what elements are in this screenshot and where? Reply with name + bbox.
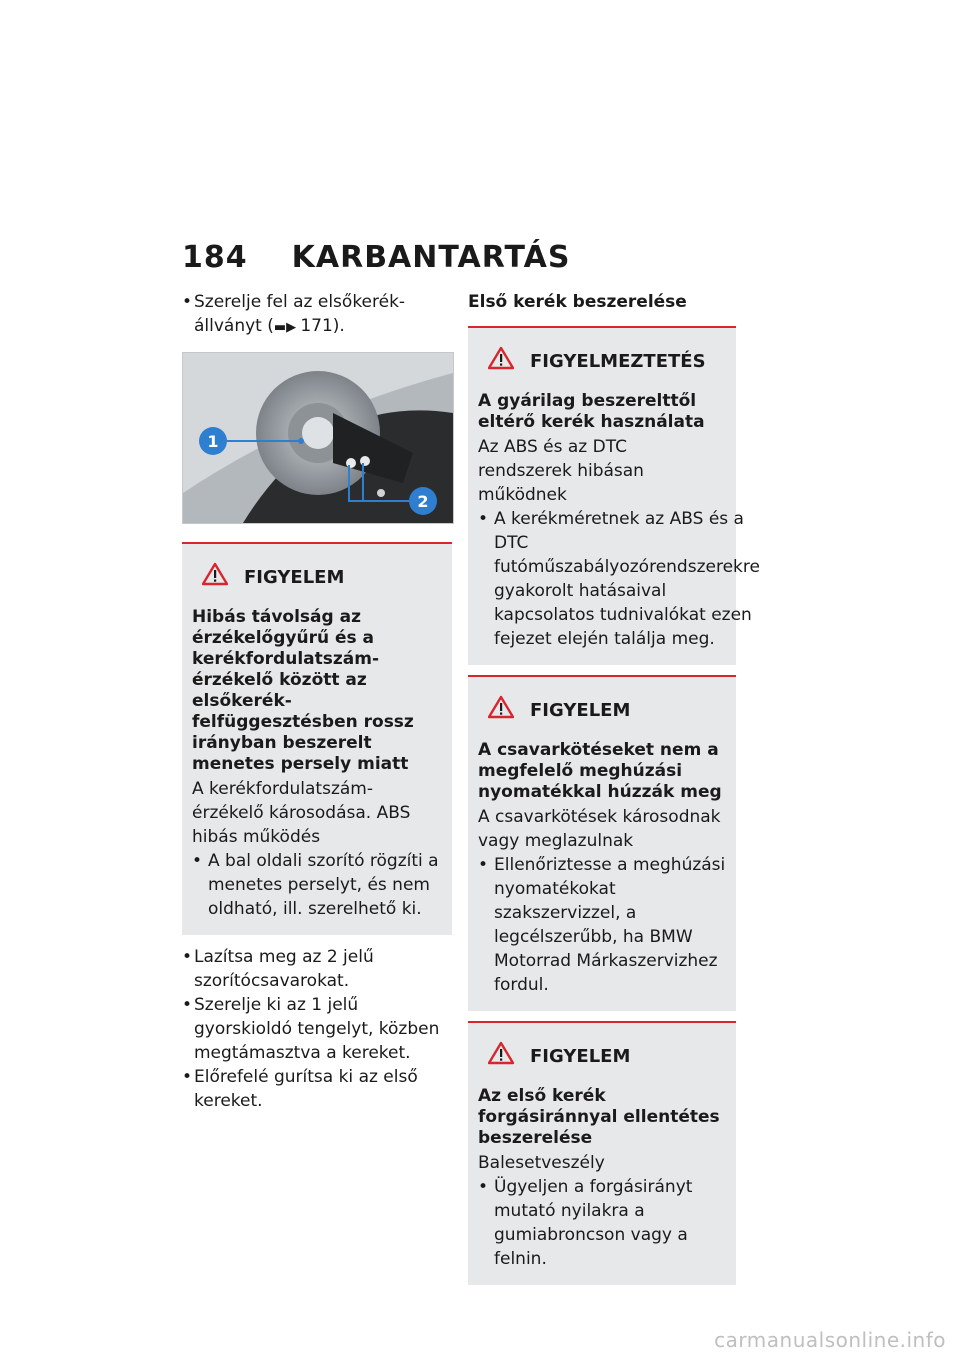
warning-title: Hibás távolság az érzékelőgyűrű és a kerékfordulatszám-érzékelő között az elsőkerék-felfüggesztésben rossz irányban beszerelt menetes persely miatt xyxy=(192,607,414,774)
bullet-icon: • xyxy=(478,509,489,529)
warning-label: FIGYELEM xyxy=(530,699,631,721)
right-column xyxy=(468,290,760,1285)
callout-1: 1 xyxy=(207,432,219,451)
warning-header xyxy=(192,562,442,593)
warning-body: A csavarkötések károsodnak vagy meglazulnak xyxy=(478,807,721,851)
step-text: Szerelje ki az 1 jelű gyorskioldó tengelyt, közben megtámasztva a kereket. xyxy=(194,995,440,1063)
bullet-icon: • xyxy=(182,995,193,1015)
arrow-ref-icon: ▬▶ xyxy=(273,320,301,335)
warning-title: A gyárilag beszerelttől eltérő kerék használata xyxy=(478,391,705,432)
warning-label: FIGYELMEZTETÉS xyxy=(530,350,706,372)
warning-label: FIGYELEM xyxy=(244,566,345,588)
step-text: Előrefelé gurítsa ki az első kereket. xyxy=(194,1067,418,1111)
warning-box xyxy=(468,675,736,1011)
list-item xyxy=(478,507,760,651)
section-title: Első kerék beszerelése xyxy=(468,292,687,312)
bullet-icon: • xyxy=(182,292,193,312)
step-text: Lazítsa meg az 2 jelű szorítócsavarokat. xyxy=(194,947,374,991)
left-column xyxy=(182,290,452,1113)
warning-label: FIGYELEM xyxy=(530,1045,631,1067)
warning-triangle-icon xyxy=(202,562,228,593)
warning-bullet: Ellenőriztesse a meghúzási nyomatékokat szakszervizzel, a legcélszerűbb, ha BMW Motorrad Márkaszervizhez fordul. xyxy=(494,855,726,995)
bullet-icon: • xyxy=(182,947,193,967)
warning-box xyxy=(468,1021,736,1285)
watermark: carmanualsonline.info xyxy=(714,1328,946,1352)
warning-box xyxy=(468,326,760,665)
bullet-icon: • xyxy=(192,851,203,871)
warning-title: Az első kerék forgásiránnyal ellentétes beszerelése xyxy=(478,1086,720,1148)
warning-body: Balesetveszély xyxy=(478,1153,605,1173)
callout-2: 2 xyxy=(417,492,429,511)
list-item xyxy=(182,290,452,340)
page-reference: 171). xyxy=(300,316,345,336)
warning-bullet: Ügyeljen a forgásirányt mutató nyilakra a gumiabroncson vagy a felnin. xyxy=(494,1177,693,1269)
warning-triangle-icon xyxy=(488,1041,514,1072)
warning-body: Az ABS és az DTC rendszerek hibásan működnek xyxy=(478,437,644,505)
warning-box xyxy=(182,542,452,935)
list-item xyxy=(182,1065,452,1113)
warning-header xyxy=(478,1041,726,1072)
warning-triangle-icon xyxy=(488,346,514,377)
warning-bullet: A kerékméretnek az ABS és a DTC futóműszabályozórendszerekre gyakorolt hatásaival kapcsolatos tudnivalókat ezen fejezet elején találja meg. xyxy=(494,509,760,649)
warning-bullet: A bal oldali szorító rögzíti a menetes perselyt, és nem oldható, ill. szerelhető ki. xyxy=(208,851,439,919)
warning-triangle-icon xyxy=(488,695,514,726)
wheel-axle-illustration xyxy=(183,353,453,523)
bullet-icon: • xyxy=(182,1067,193,1087)
page-number: 184 xyxy=(182,240,248,275)
step-text: Szerelje fel az elsőkerék-állványt ( xyxy=(194,292,406,336)
list-item xyxy=(182,993,452,1065)
wheel-axle-photo xyxy=(182,352,454,524)
list-item xyxy=(478,853,726,997)
list-item xyxy=(192,849,442,921)
warning-header xyxy=(478,346,726,377)
page-header xyxy=(182,240,570,275)
warning-body: A kerékfordulatszám-érzékelő károsodása. ABS hibás működés xyxy=(192,779,411,847)
list-item xyxy=(478,1175,726,1271)
bullet-icon: • xyxy=(478,855,489,875)
bullet-icon: • xyxy=(478,1177,489,1197)
page-title: KARBANTARTÁS xyxy=(291,240,571,275)
warning-header xyxy=(478,695,726,726)
warning-title: A csavarkötéseket nem a megfelelő meghúzási nyomatékkal húzzák meg xyxy=(478,740,722,802)
list-item xyxy=(182,945,452,993)
